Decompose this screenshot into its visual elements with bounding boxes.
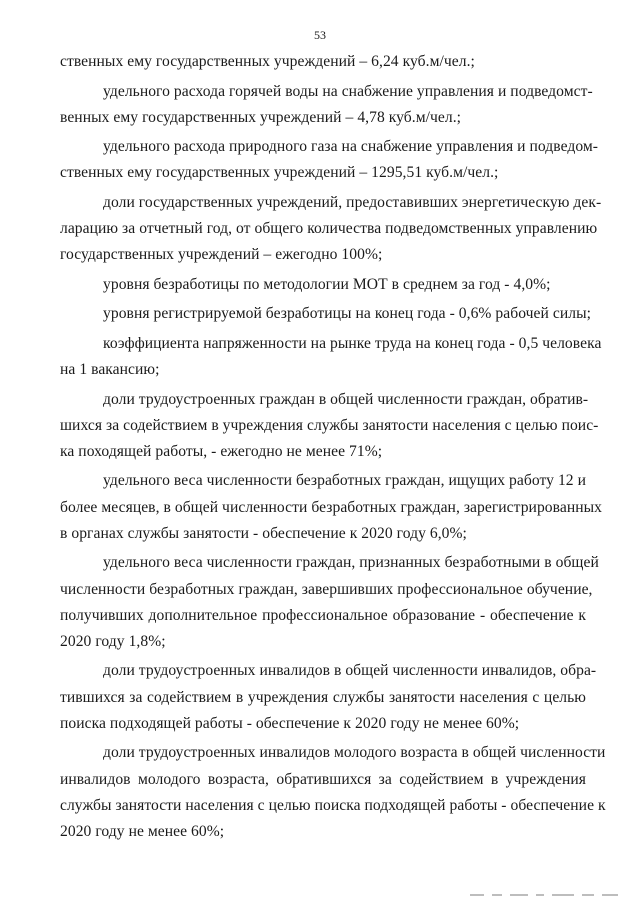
paragraph-line: венных ему государственных учреждений – 4,78 куб.м/чел.; <box>60 108 462 126</box>
paragraph-line: уровня безработицы по методологии МОТ в среднем за год - 4,0%; <box>103 275 551 293</box>
paragraph-line: ларацию за отчетный год, от общего количества подведомственных управлению <box>60 220 598 238</box>
paragraph-line: удельного расхода горячей воды на снабжение управления и подведомст- <box>103 82 593 100</box>
paragraph-line: более месяцев, в общей численности безработных граждан, зарегистрированных <box>60 498 602 516</box>
paragraph-line: шихся за содействием в учреждения службы занятости населения с целью поис- <box>60 416 599 434</box>
paragraph-line: доли трудоустроенных инвалидов в общей численности инвалидов, обра- <box>103 662 597 680</box>
paragraph-line: государственных учреждений – ежегодно 100%; <box>60 246 383 264</box>
paragraph-line: 2020 году не менее 60%; <box>60 822 225 840</box>
paragraph-line: поиска подходящей работы - обеспечение к 2020 году не менее 60%; <box>60 714 520 732</box>
page-number: 53 <box>314 28 326 42</box>
paragraph-line: получивших дополнительное профессиональное образование - обеспечение к <box>60 606 586 624</box>
paragraph-line: в органах службы занятости - обеспечение к 2020 году 6,0%; <box>60 524 467 542</box>
paragraph-line: удельного веса численности безработных граждан, ищущих работу 12 и <box>103 472 586 490</box>
paragraph-line: удельного расхода природного газа на снабжение управления и подведом- <box>103 138 599 156</box>
paragraph-line: уровня регистрируемой безработицы на конец года - 0,6% рабочей силы; <box>103 305 591 323</box>
paragraph-line: инвалидов молодого возраста, обратившихся за содействием в учреждения <box>60 770 586 788</box>
paragraph-line: доли трудоустроенных инвалидов молодого возраста в общей численности <box>103 744 606 762</box>
paragraph-line: ка походящей работы, - ежегодно не менее 71%; <box>60 442 383 460</box>
paragraph-line: на 1 вакансию; <box>60 361 160 378</box>
paragraph-line: службы занятости населения с целью поиска подходящей работы - обеспечение к <box>60 796 606 814</box>
paragraph-line: тившихся за содействием в учреждения службы занятости населения с целью <box>60 688 586 706</box>
scan-edge-marks <box>0 894 640 898</box>
paragraph-line: доли трудоустроенных граждан в общей численности граждан, обратив- <box>103 390 589 408</box>
paragraph-line: доли государственных учреждений, предоставивших энергетическую дек- <box>103 193 602 211</box>
paragraph-line: ственных ему государственных учреждений – 1295,51 куб.м/чел.; <box>60 164 499 182</box>
paragraph-line: коэффициента напряженности на рынке труда на конец года - 0,5 человека <box>103 334 602 352</box>
paragraph-line: 2020 году 1,8%; <box>60 632 166 650</box>
paragraph-line: удельного веса численности граждан, признанных безработными в общей <box>103 554 599 572</box>
paragraph-line: численности безработных граждан, завершивших профессиональное обучение, <box>60 580 593 598</box>
paragraph-line: ственных ему государственных учреждений – 6,24 куб.м/чел.; <box>60 53 475 70</box>
